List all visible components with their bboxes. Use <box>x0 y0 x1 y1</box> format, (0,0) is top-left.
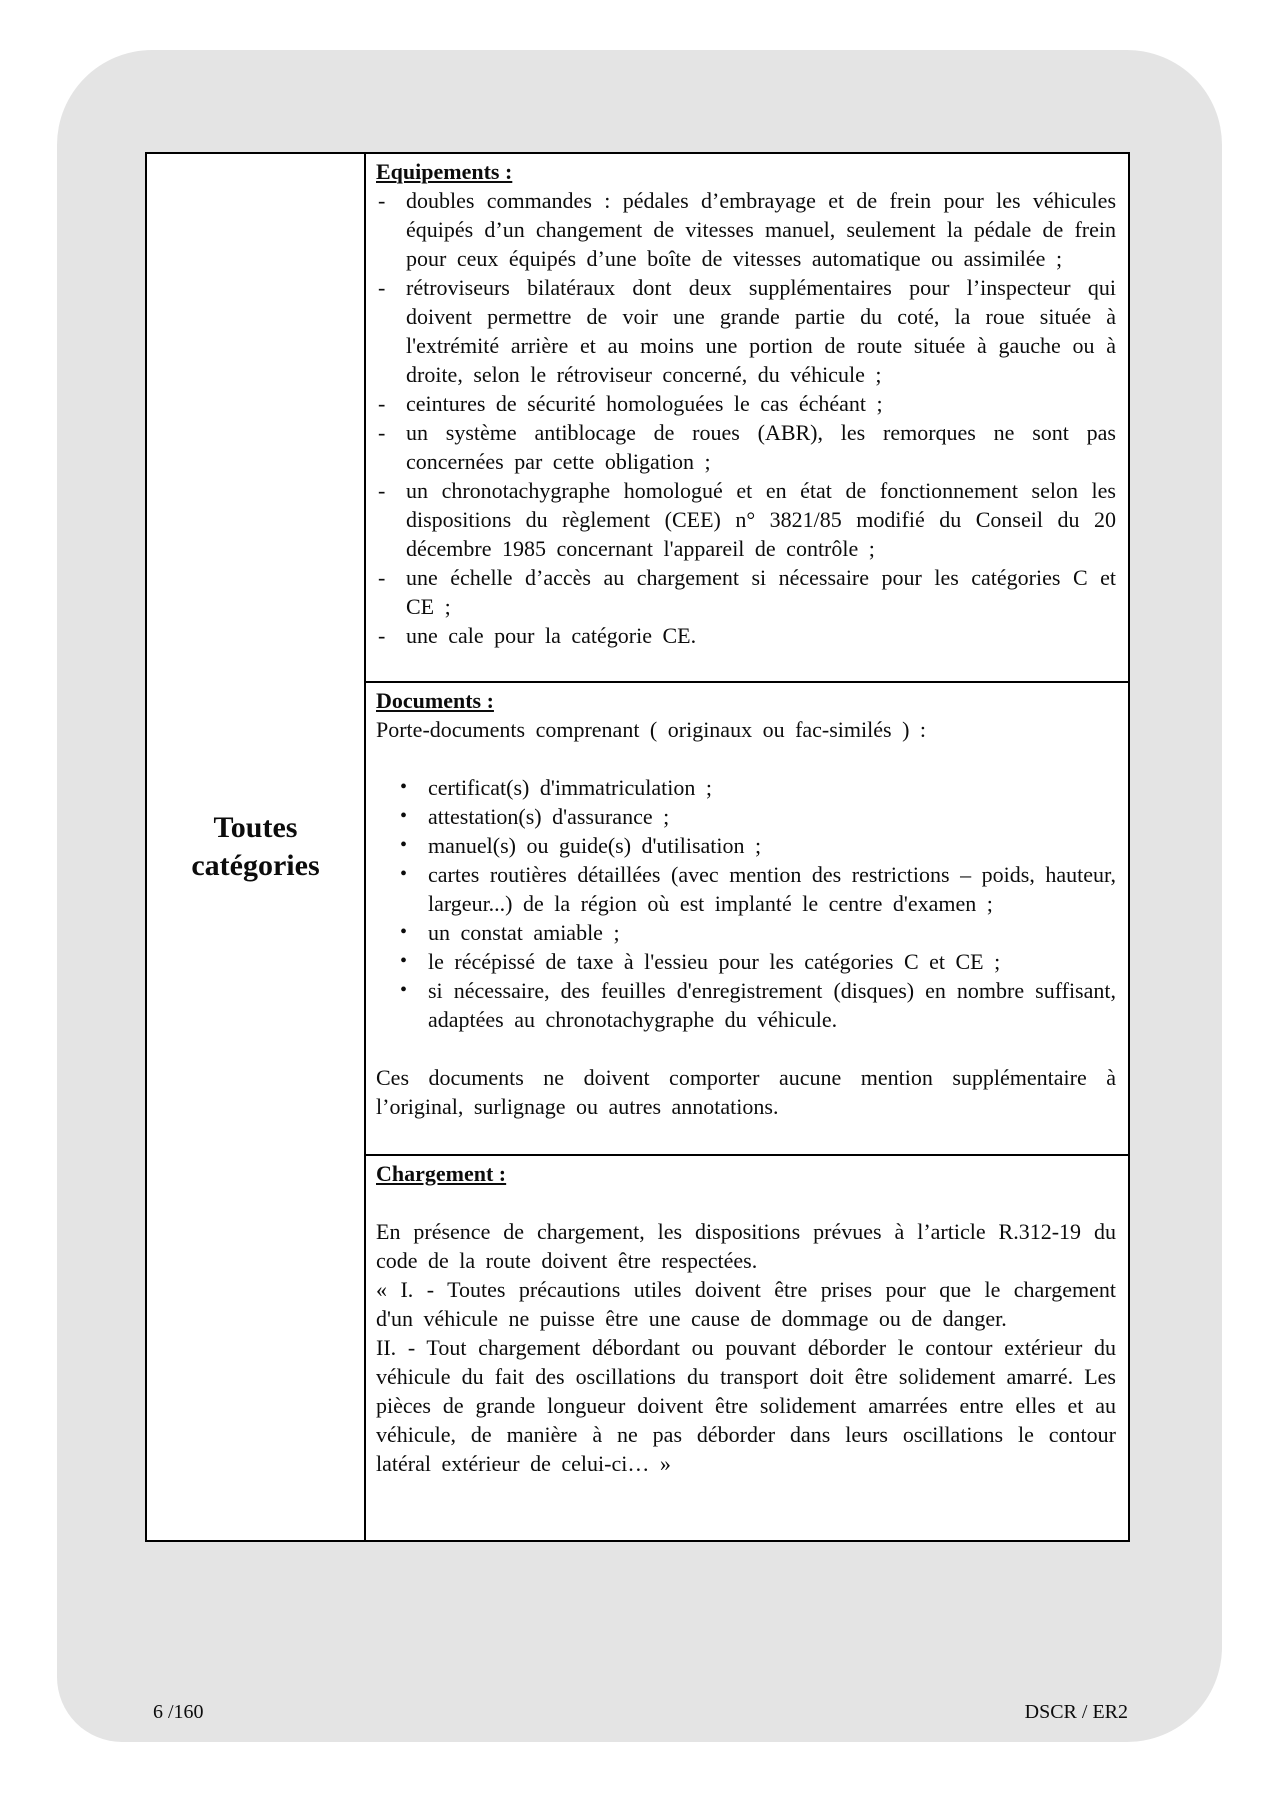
list-item <box>398 773 1116 802</box>
list-item <box>398 860 1116 918</box>
dash-marker: - <box>378 420 386 445</box>
list-item-text: le récépissé de taxe à l'essieu pour les catégories C et CE ; <box>428 949 1001 974</box>
bullet-marker: • <box>400 805 408 827</box>
list-item-text: une cale pour la catégorie CE. <box>406 623 697 648</box>
list-item-text: certificat(s) d'immatriculation ; <box>428 775 712 800</box>
list-item-text: rétroviseurs bilatéraux dont deux supplémentaires pour l’inspecteur qui doivent permettre de voir une grande partie du coté, la roue située à l'extrémité arrière et au moins une portion de route située à gauche ou à droite, selon le rétroviseur concerné, du véhicule ; <box>406 275 1116 387</box>
list-item-text: une échelle d’accès au chargement si nécessaire pour les catégories C et CE ; <box>406 565 1116 619</box>
bullet-marker: • <box>400 979 408 1001</box>
category-label-line1: Toutes <box>213 811 298 844</box>
list-item <box>398 802 1116 831</box>
bullet-marker: • <box>400 950 408 972</box>
list-item <box>376 389 1116 418</box>
dash-marker: - <box>378 275 386 300</box>
documents-heading: Documents : <box>376 688 494 713</box>
documents-list <box>376 773 1116 1034</box>
dash-marker: - <box>378 478 386 503</box>
list-item <box>398 918 1116 947</box>
documents-intro: Porte-documents comprenant ( originaux ou fac-similés ) : <box>376 717 927 742</box>
document-reference: DSCR / ER2 <box>1024 1701 1128 1723</box>
list-item-text: si nécessaire, des feuilles d'enregistrement (disques) en nombre suffisant, adaptées au chronotachygraphe du véhicule. <box>428 978 1116 1032</box>
category-cell <box>147 154 366 1540</box>
dash-marker: - <box>378 623 386 648</box>
list-item-text: un constat amiable ; <box>428 920 620 945</box>
dash-marker: - <box>378 391 386 416</box>
equipements-list <box>376 186 1116 650</box>
list-item <box>376 186 1116 273</box>
section-documents <box>366 683 1128 1156</box>
content-column <box>366 154 1128 1540</box>
list-item <box>376 563 1116 621</box>
bullet-marker: • <box>400 863 408 885</box>
categories-table <box>145 152 1130 1542</box>
list-item <box>398 831 1116 860</box>
bullet-marker: • <box>400 921 408 943</box>
scanned-sheet <box>57 50 1222 1742</box>
chargement-paragraph: « I. - Toutes précautions utiles doivent être prises pour que le chargement d'un véhicule ne puisse être une cause de dommage ou de danger. <box>376 1277 1116 1331</box>
section-equipements <box>366 154 1128 683</box>
list-item-text: un chronotachygraphe homologué et en état de fonctionnement selon les dispositions du règlement (CEE) n° 3821/85 modifié du Conseil du 20 décembre 1985 concernant l'appareil de contrôle ; <box>406 478 1116 561</box>
chargement-heading: Chargement : <box>376 1161 507 1186</box>
section-chargement <box>366 1156 1128 1540</box>
chargement-paragraph: II. - Tout chargement débordant ou pouvant déborder le contour extérieur du véhicule du fait des oscillations du transport doit être solidement amarré. Les pièces de grande longueur doivent être solidement amarrées entre elles et au véhicule, de manière à ne pas déborder dans leurs oscillations le contour latéral extérieur de celui-ci… » <box>376 1335 1116 1476</box>
list-item-text: ceintures de sécurité homologuées le cas échéant ; <box>406 391 883 416</box>
page-footer <box>153 1700 1128 1724</box>
list-item-text: manuel(s) ou guide(s) d'utilisation ; <box>428 833 762 858</box>
list-item <box>376 418 1116 476</box>
list-item <box>376 273 1116 389</box>
list-item <box>376 621 1116 650</box>
documents-note: Ces documents ne doivent comporter aucune mention supplémentaire à l’original, surlignage ou autres annotations. <box>376 1065 1116 1119</box>
list-item-text: doubles commandes : pédales d’embrayage et de frein pour les véhicules équipés d’un changement de vitesses manuel, seulement la pédale de frein pour ceux équipés d’une boîte de vitesses automatique ou assimilée ; <box>406 188 1116 271</box>
list-item <box>376 476 1116 563</box>
equipements-heading: Equipements : <box>376 159 513 184</box>
bullet-marker: • <box>400 834 408 856</box>
dash-marker: - <box>378 188 386 213</box>
bullet-marker: • <box>400 776 408 798</box>
list-item-text: attestation(s) d'assurance ; <box>428 804 670 829</box>
chargement-paragraph: En présence de chargement, les dispositions prévues à l’article R.312-19 du code de la route doivent être respectées. <box>376 1219 1116 1273</box>
dash-marker: - <box>378 565 386 590</box>
list-item <box>398 947 1116 976</box>
list-item-text: un système antiblocage de roues (ABR), les remorques ne sont pas concernées par cette obligation ; <box>406 420 1116 474</box>
page-number: 6 /160 <box>153 1701 204 1723</box>
category-label-line2: catégories <box>191 849 320 882</box>
list-item <box>398 976 1116 1034</box>
list-item-text: cartes routières détaillées (avec mention des restrictions – poids, hauteur, largeur...) de la région où est implanté le centre d'examen ; <box>428 862 1116 916</box>
category-label <box>191 809 319 885</box>
